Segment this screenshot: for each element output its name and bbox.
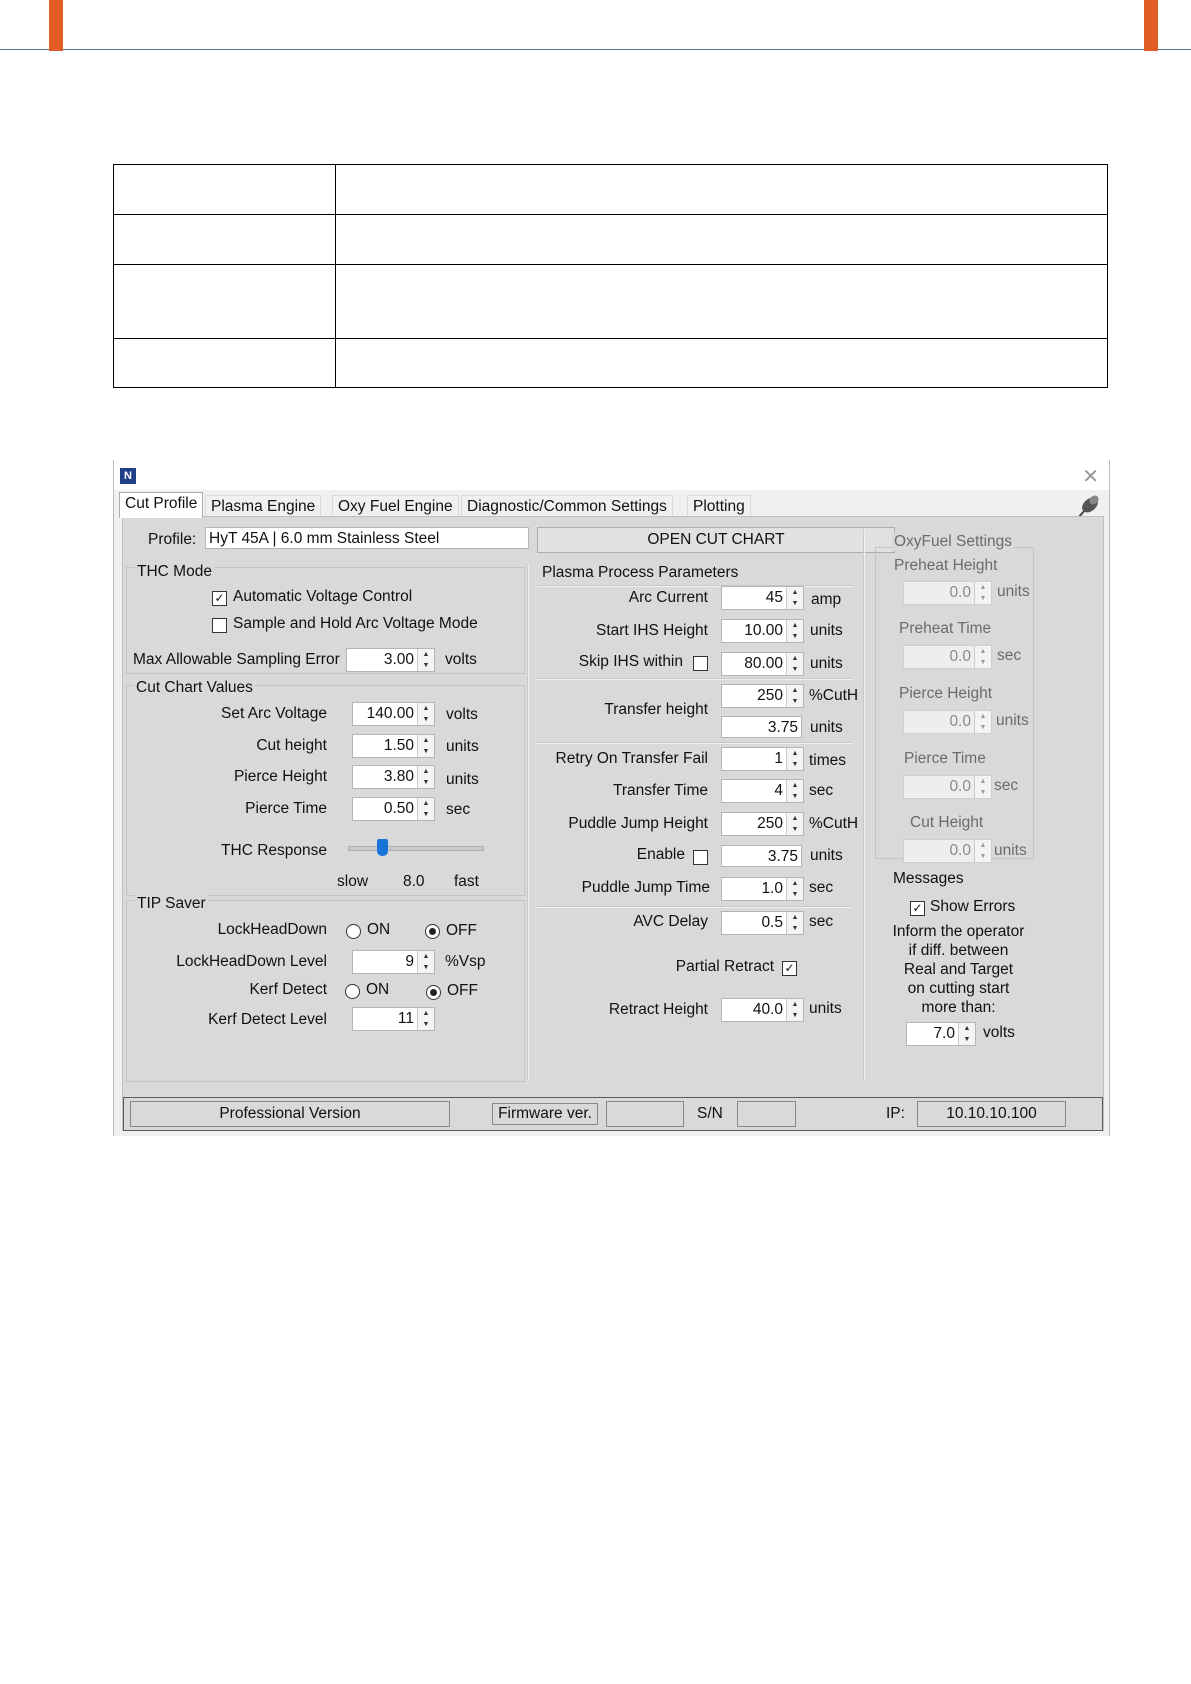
- spin-buttons[interactable]: ▲ ▼: [958, 1023, 975, 1045]
- skip-ihs-within-value: 80.00: [744, 655, 783, 672]
- avc-delay-stepper[interactable]: [721, 911, 804, 935]
- preheat-height-unit: units: [997, 583, 1030, 600]
- set-arc-voltage-stepper[interactable]: [352, 702, 435, 726]
- preheat-height-value: 0.0: [949, 584, 971, 601]
- cut-height-value: 1.50: [383, 737, 414, 754]
- lock-head-down-off-radio[interactable]: [425, 924, 440, 939]
- tab-plasma-engine[interactable]: Plasma Engine: [205, 495, 321, 517]
- avc-delay-label: AVC Delay: [633, 913, 708, 930]
- preheat-height-label: Preheat Height: [894, 557, 998, 574]
- pierce-height-unit: units: [446, 771, 479, 788]
- lock-head-down-on-radio[interactable]: [346, 924, 361, 939]
- transfer-time-unit: sec: [809, 782, 834, 799]
- table-cell: [114, 165, 336, 215]
- show-errors-checkbox[interactable]: ✓: [910, 901, 925, 916]
- arc-current-value: 45: [765, 589, 783, 606]
- preheat-height-stepper[interactable]: [903, 581, 992, 605]
- oxy-pierce-time-unit: sec: [994, 777, 1019, 794]
- table-cell: [336, 165, 1108, 215]
- lock-head-down-level-stepper[interactable]: [352, 950, 435, 974]
- spin-buttons[interactable]: ▲ ▼: [786, 685, 803, 707]
- retract-height-value: 40.0: [752, 1001, 783, 1018]
- lock-head-down-level-label: LockHeadDown Level: [176, 953, 327, 970]
- document-table: [113, 164, 1108, 388]
- kerf-detect-off-label: OFF: [447, 982, 478, 999]
- spin-buttons[interactable]: ▲ ▼: [417, 649, 434, 671]
- retract-height-unit: units: [809, 1000, 842, 1017]
- max-sampling-error-unit: volts: [445, 651, 477, 668]
- oxy-cut-height-value: 0.0: [949, 842, 971, 859]
- pierce-time-unit: sec: [446, 801, 471, 818]
- start-ihs-height-value: 10.00: [744, 622, 783, 639]
- retry-on-transfer-fail-stepper[interactable]: [721, 747, 804, 771]
- automatic-voltage-control-label: Automatic Voltage Control: [233, 588, 413, 605]
- set-arc-voltage-unit: volts: [446, 706, 478, 723]
- separator: [537, 678, 853, 680]
- thc-response-slider-track[interactable]: [348, 846, 484, 851]
- status-bar: [123, 1097, 1103, 1131]
- puddle-jump-height-label: Puddle Jump Height: [568, 815, 708, 832]
- skip-ihs-within-unit: units: [810, 655, 843, 672]
- tab-plotting[interactable]: Plotting: [687, 495, 751, 517]
- table-cell: [114, 265, 336, 339]
- skip-ihs-within-label: Skip IHS within: [578, 653, 683, 670]
- oxy-pierce-height-value: 0.0: [949, 713, 971, 730]
- kerf-detect-off-radio[interactable]: [426, 985, 441, 1000]
- spin-buttons[interactable]: ▲ ▼: [786, 813, 803, 835]
- transfer-height-percent-stepper[interactable]: [721, 684, 804, 708]
- spin-buttons[interactable]: ▲ ▼: [786, 620, 803, 642]
- table-cell: [336, 265, 1108, 339]
- thc-response-value: 8.0: [403, 873, 425, 890]
- spin-buttons[interactable]: ▲ ▼: [786, 878, 803, 900]
- messages-info-line: Inform the operator: [892, 923, 1025, 940]
- pierce-time-label: Pierce Time: [245, 800, 327, 817]
- lock-head-down-off-label: OFF: [446, 922, 477, 939]
- retry-on-transfer-fail-value: 1: [774, 750, 783, 767]
- set-arc-voltage-label: Set Arc Voltage: [221, 705, 327, 722]
- partial-retract-checkbox[interactable]: ✓: [782, 961, 797, 976]
- message-threshold-unit: volts: [983, 1024, 1015, 1041]
- messages-title: Messages: [893, 870, 964, 887]
- cut-height-label: Cut height: [256, 737, 327, 754]
- spin-buttons[interactable]: ▲ ▼: [974, 711, 991, 733]
- tab-diagnostic-common-settings[interactable]: Diagnostic/Common Settings: [461, 495, 673, 517]
- message-threshold-value: 7.0: [933, 1025, 955, 1042]
- oxy-cut-height-stepper[interactable]: [903, 839, 992, 863]
- puddle-jump-enable-checkbox[interactable]: [693, 850, 708, 865]
- puddle-jump-time-label: Puddle Jump Time: [581, 879, 710, 896]
- kerf-detect-on-radio[interactable]: [345, 984, 360, 999]
- sample-hold-checkbox[interactable]: [212, 618, 227, 633]
- ip-value: 10.10.10.100: [917, 1101, 1066, 1127]
- spin-buttons[interactable]: ▲ ▼: [974, 646, 991, 668]
- transfer-height-units-field[interactable]: 3.75: [721, 716, 802, 738]
- close-icon[interactable]: ✕: [1082, 466, 1099, 488]
- oxy-pierce-time-label: Pierce Time: [904, 750, 986, 767]
- firmware-value: [606, 1101, 684, 1127]
- oxy-pierce-time-stepper[interactable]: [903, 775, 992, 799]
- lock-head-down-on-label: ON: [367, 921, 391, 938]
- spin-buttons[interactable]: ▲ ▼: [786, 653, 803, 675]
- pierce-height-label: Pierce Height: [233, 768, 327, 785]
- messages-info-line: Real and Target: [903, 961, 1014, 978]
- tab-cut-profile[interactable]: Cut Profile: [119, 492, 203, 518]
- tab-oxy-fuel-engine[interactable]: Oxy Fuel Engine: [332, 495, 459, 517]
- column-divider: [527, 565, 529, 1080]
- spin-buttons[interactable]: ▲ ▼: [786, 780, 803, 802]
- tab-bar: [114, 490, 1109, 516]
- max-sampling-error-label: Max Allowable Sampling Error: [133, 651, 340, 668]
- avc-delay-unit: sec: [809, 913, 834, 930]
- pierce-height-stepper[interactable]: [352, 765, 435, 789]
- oxy-cut-height-label: Cut Height: [910, 814, 984, 831]
- retract-height-label: Retract Height: [608, 1001, 708, 1018]
- title-bar: [114, 460, 1109, 490]
- kerf-detect-level-value: 11: [397, 1010, 414, 1027]
- table-cell: [114, 339, 336, 388]
- max-sampling-error-value: 3.00: [383, 651, 414, 668]
- avc-delay-value: 0.5: [761, 914, 783, 931]
- oxyfuel-title: OxyFuel Settings: [894, 533, 1013, 550]
- spin-buttons[interactable]: ▲ ▼: [786, 587, 803, 609]
- arc-current-stepper[interactable]: [721, 586, 804, 610]
- messages-info-line: if diff. between: [908, 942, 1009, 959]
- thc-response-fast-label: fast: [454, 873, 479, 890]
- spin-buttons[interactable]: ▲ ▼: [974, 840, 991, 862]
- puddle-jump-time-value: 1.0: [761, 880, 783, 897]
- spin-buttons[interactable]: ▲ ▼: [417, 735, 434, 757]
- transfer-time-value: 4: [774, 782, 783, 799]
- transfer-height-units-unit: units: [810, 719, 843, 736]
- separator: [537, 906, 853, 908]
- open-cut-chart-button[interactable]: OPEN CUT CHART: [537, 527, 895, 553]
- preheat-time-unit: sec: [997, 647, 1022, 664]
- table-cell: [114, 215, 336, 265]
- pierce-time-value: 0.50: [383, 800, 414, 817]
- start-ihs-height-unit: units: [810, 622, 843, 639]
- spin-buttons[interactable]: ▲ ▼: [417, 798, 434, 820]
- thc-mode-title: THC Mode: [137, 563, 212, 580]
- retry-on-transfer-fail-label: Retry On Transfer Fail: [555, 750, 708, 767]
- transfer-time-stepper[interactable]: [721, 779, 804, 803]
- kerf-detect-level-stepper[interactable]: [352, 1007, 435, 1031]
- cut-profile-panel: [122, 516, 1104, 1131]
- settings-window: [113, 460, 1110, 1136]
- spin-buttons[interactable]: ▲ ▼: [974, 776, 991, 798]
- skip-ihs-within-checkbox[interactable]: [693, 656, 708, 671]
- sn-value: [737, 1101, 796, 1127]
- max-sampling-error-stepper[interactable]: [346, 648, 435, 672]
- table-cell: [336, 339, 1108, 388]
- puddle-jump-time-stepper[interactable]: [721, 877, 804, 901]
- spin-buttons[interactable]: ▲ ▼: [417, 766, 434, 788]
- thc-response-slider-thumb[interactable]: [377, 839, 388, 856]
- sn-label: S/N: [697, 1105, 723, 1122]
- version-label: Professional Version: [130, 1101, 450, 1127]
- transfer-time-label: Transfer Time: [612, 782, 708, 799]
- header-rule: [0, 49, 1191, 50]
- puddle-jump-height-value: 250: [757, 815, 783, 832]
- automatic-voltage-control-checkbox[interactable]: ✓: [212, 591, 227, 606]
- start-ihs-height-label: Start IHS Height: [596, 622, 708, 639]
- lock-head-down-label: LockHeadDown: [217, 921, 327, 938]
- transfer-height-percent-unit: %CutH: [809, 687, 859, 704]
- skip-ihs-within-stepper[interactable]: [721, 652, 804, 676]
- pierce-time-stepper[interactable]: [352, 797, 435, 821]
- puddle-jump-enable-field[interactable]: 3.75: [721, 845, 802, 867]
- table-cell: [336, 215, 1108, 265]
- set-arc-voltage-value: 140.00: [366, 705, 414, 722]
- preheat-time-stepper[interactable]: [903, 645, 992, 669]
- oxy-cut-height-unit: units: [994, 842, 1027, 859]
- pierce-height-value: 3.80: [383, 768, 414, 785]
- oxy-pierce-time-value: 0.0: [949, 778, 971, 795]
- app-icon: N: [120, 468, 136, 484]
- separator: [537, 742, 853, 744]
- preheat-time-label: Preheat Time: [899, 620, 992, 637]
- retry-on-transfer-fail-unit: times: [809, 752, 847, 769]
- puddle-jump-enable-unit: units: [810, 847, 843, 864]
- header-accent-right: [1144, 0, 1158, 51]
- tip-saver-title: TIP Saver: [137, 895, 206, 912]
- preheat-time-value: 0.0: [949, 648, 971, 665]
- puddle-jump-height-unit: %CutH: [809, 815, 859, 832]
- thc-response-label: THC Response: [221, 842, 327, 859]
- header-accent-left: [49, 0, 63, 51]
- firmware-label: Firmware ver.: [492, 1103, 598, 1125]
- messages-info-line: more than:: [921, 999, 996, 1016]
- messages-info-line: on cutting start: [907, 980, 1010, 997]
- oxy-pierce-height-label: Pierce Height: [899, 685, 993, 702]
- puddle-jump-enable-label: Enable: [636, 846, 685, 863]
- spin-buttons[interactable]: ▲ ▼: [417, 951, 434, 973]
- spin-buttons[interactable]: ▲ ▼: [786, 999, 803, 1021]
- kerf-detect-on-label: ON: [366, 981, 390, 998]
- oxy-pierce-height-stepper[interactable]: [903, 710, 992, 734]
- ip-label: IP:: [886, 1105, 905, 1122]
- column-divider: [863, 529, 865, 1080]
- message-threshold-stepper[interactable]: [906, 1022, 976, 1046]
- kerf-detect-label: Kerf Detect: [249, 981, 327, 998]
- oxy-pierce-height-unit: units: [996, 712, 1029, 729]
- partial-retract-label: Partial Retract: [675, 958, 774, 975]
- retract-height-stepper[interactable]: [721, 998, 804, 1022]
- spin-buttons[interactable]: ▲ ▼: [417, 1008, 434, 1030]
- cut-chart-values-title: Cut Chart Values: [136, 679, 253, 696]
- transfer-height-percent-value: 250: [757, 687, 783, 704]
- arc-current-unit: amp: [811, 591, 842, 608]
- puddle-jump-height-stepper[interactable]: [721, 812, 804, 836]
- spin-buttons[interactable]: ▲ ▼: [786, 748, 803, 770]
- sample-hold-label: Sample and Hold Arc Voltage Mode: [233, 615, 478, 632]
- spin-buttons[interactable]: ▲ ▼: [786, 912, 803, 934]
- profile-field[interactable]: HyT 45A | 6.0 mm Stainless Steel: [205, 527, 529, 549]
- show-errors-label: Show Errors: [930, 898, 1016, 915]
- plasma-params-title: Plasma Process Parameters: [542, 564, 739, 581]
- profile-label: Profile:: [148, 531, 197, 548]
- separator: [537, 585, 853, 587]
- spin-buttons[interactable]: ▲ ▼: [974, 582, 991, 604]
- arc-current-label: Arc Current: [628, 589, 708, 606]
- lock-head-down-level-value: 9: [405, 953, 414, 970]
- cut-height-stepper[interactable]: [352, 734, 435, 758]
- transfer-height-label: Transfer height: [604, 701, 708, 718]
- puddle-jump-time-unit: sec: [809, 879, 834, 896]
- spin-buttons[interactable]: ▲ ▼: [417, 703, 434, 725]
- thc-response-slow-label: slow: [337, 873, 369, 890]
- lock-head-down-level-unit: %Vsp: [445, 953, 486, 970]
- cut-height-unit: units: [446, 738, 479, 755]
- start-ihs-height-stepper[interactable]: [721, 619, 804, 643]
- kerf-detect-level-label: Kerf Detect Level: [208, 1011, 327, 1028]
